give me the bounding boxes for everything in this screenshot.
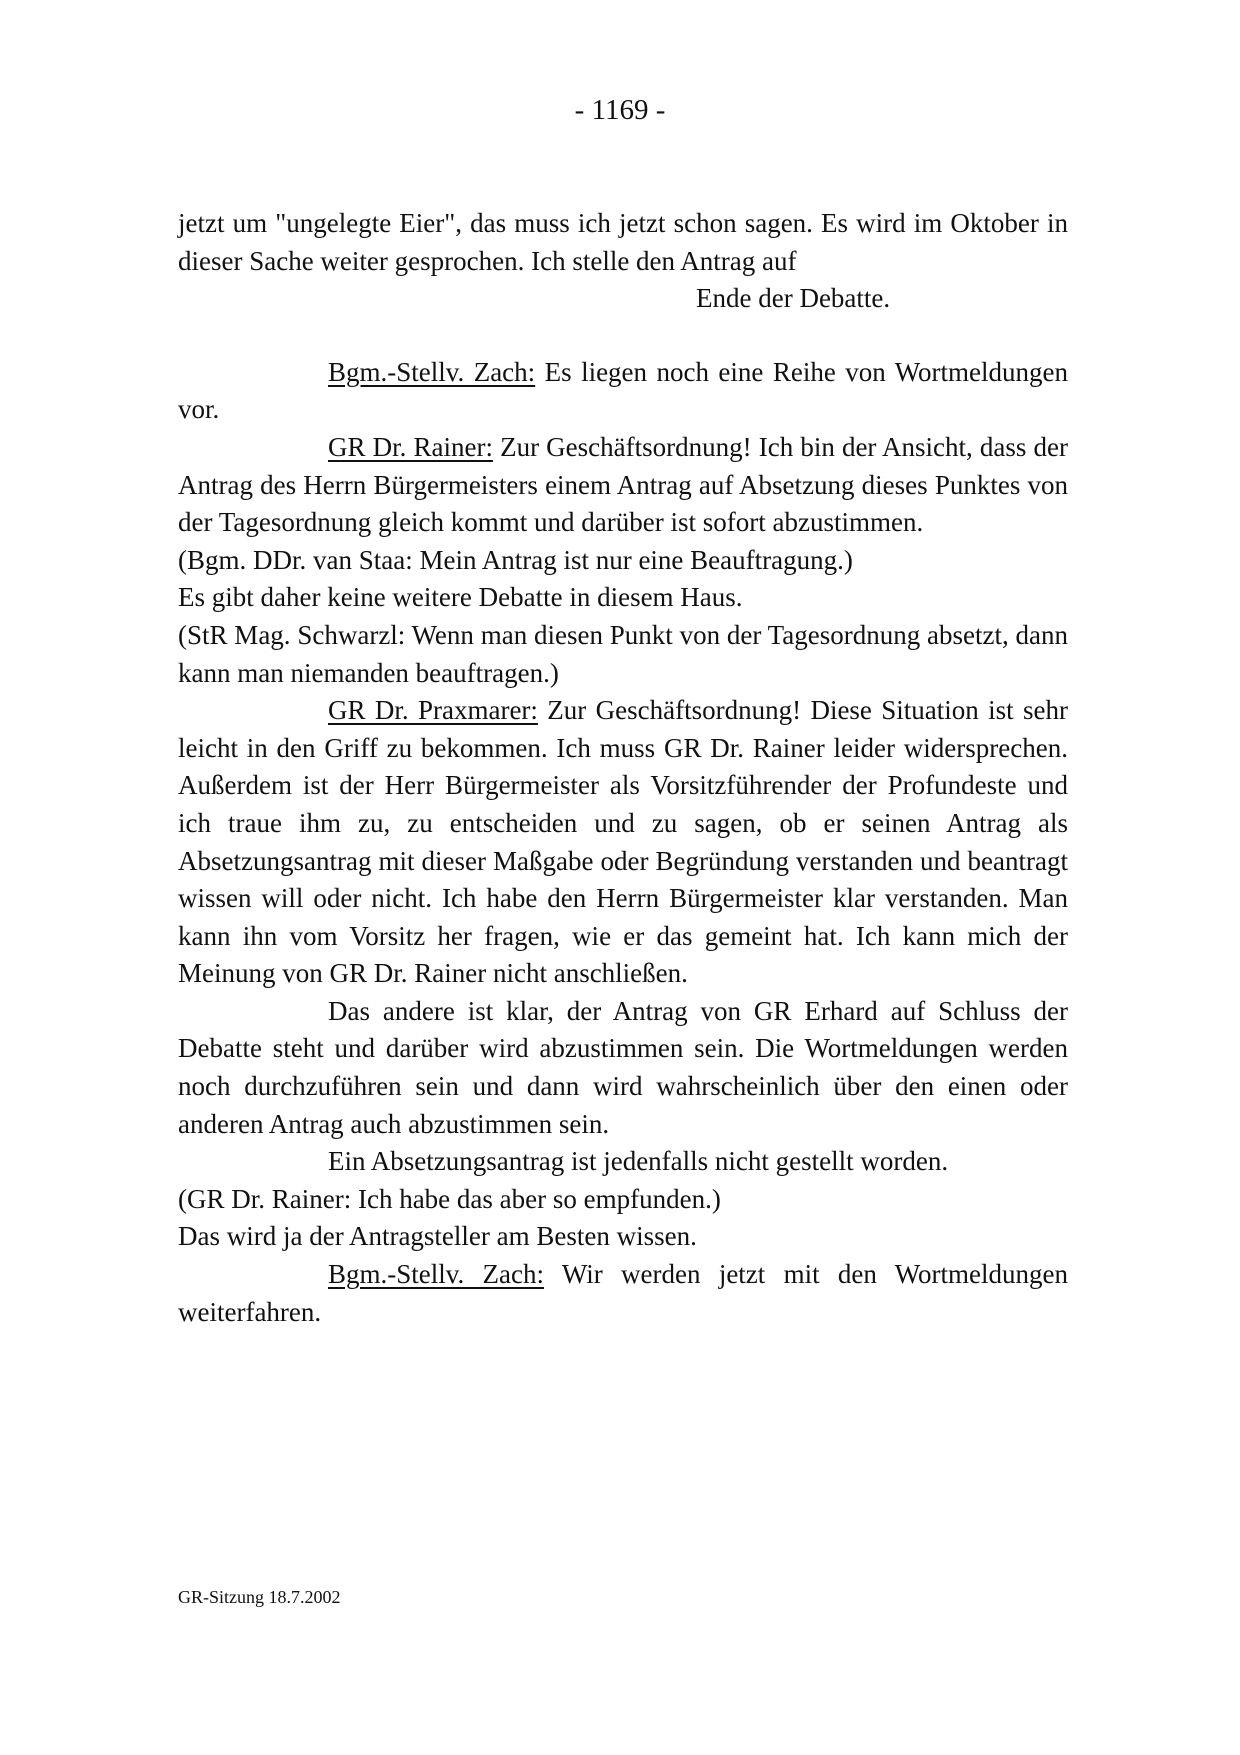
paragraph-text: Das andere ist klar, der Antrag von GR Erhard auf Schluss der Debatte steht und darüber wird abzustimmen sein. Die Wortmeldungen werden noch durchzuführen sein und dann wird wahrscheinlich über den einen oder anderen Antrag auch abzustimmen sein.	[178, 995, 1068, 1139]
interjection-van-staa: (Bgm. DDr. van Staa: Mein Antrag ist nur eine Beauftragung.)	[178, 544, 853, 575]
speech-praxmarer	[178, 692, 1068, 993]
speaker-name: GR Dr. Praxmarer:	[328, 695, 538, 726]
speech-rainer	[178, 429, 1068, 542]
paragraph-text: Ein Absetzungsantrag ist jedenfalls nicht gestellt worden.	[328, 1146, 949, 1177]
paragraph-text: Es gibt daher keine weitere Debatte in diesem Haus.	[178, 582, 743, 613]
interjection-schwarzl: (StR Mag. Schwarzl: Wenn man diesen Punkt von der Tagesordnung absetzt, dann kann man niemanden beauftragen.)	[178, 619, 1068, 688]
speech-text: Wir werden jetzt mit den Wortmeldungen weiterfahren.	[178, 1259, 1069, 1327]
motion-line: Ende der Debatte.	[696, 283, 891, 314]
interjection-rainer: (GR Dr. Rainer: Ich habe das aber so empfunden.)	[178, 1183, 721, 1214]
speech-text: Zur Geschäftsordnung! Diese Situation ist sehr leicht in den Griff zu bekommen. Ich muss GR Dr. Rainer leider widersprechen. Außerdem ist der Herr Bürgermeister als Vorsitzführender der Profundeste und ich traue ihm zu, zu entscheiden und zu sagen, ob er seinen Antrag als Absetzungsantrag mit dieser Maßgabe oder Begründung verstanden und beantragt wissen will oder nicht. Ich habe den Herrn Bürgermeister klar verstanden. Man kann ihn vom Vorsitz her fragen, wie er das gemeint hat. Ich kann mich der Meinung von GR Dr. Rainer nicht anschließen.	[178, 695, 1069, 989]
speech-text: Zur Geschäftsordnung! Ich bin der Ansicht, dass der Antrag des Herrn Bürgermeisters einem Antrag auf Absetzung dieses Punktes von der Tagesordnung gleich kommt und darüber ist sofort abzustimmen.	[178, 431, 1068, 538]
page-footer: GR-Sitzung 18.7.2002	[178, 1587, 341, 1607]
page-number: - 1169 -	[574, 94, 666, 126]
speech-zach-2	[178, 1256, 1068, 1331]
paragraph-text: Das wird ja der Antragsteller am Besten wissen.	[178, 1221, 697, 1252]
speech-zach-1	[178, 354, 1068, 429]
speaker-name: Bgm.-Stellv. Zach:	[328, 1259, 545, 1290]
speaker-name: Bgm.-Stellv. Zach:	[328, 356, 536, 387]
speech-text: Es liegen noch eine Reihe von Wortmeldungen vor.	[178, 356, 1069, 425]
document-body	[178, 205, 1068, 1331]
speaker-name: GR Dr. Rainer:	[328, 431, 493, 462]
paragraph-continuation: jetzt um "ungelegte Eier", das muss ich jetzt schon sagen. Es wird im Oktober in dieser Sache weiter gesprochen. Ich stelle den Antrag auf	[178, 208, 1068, 276]
